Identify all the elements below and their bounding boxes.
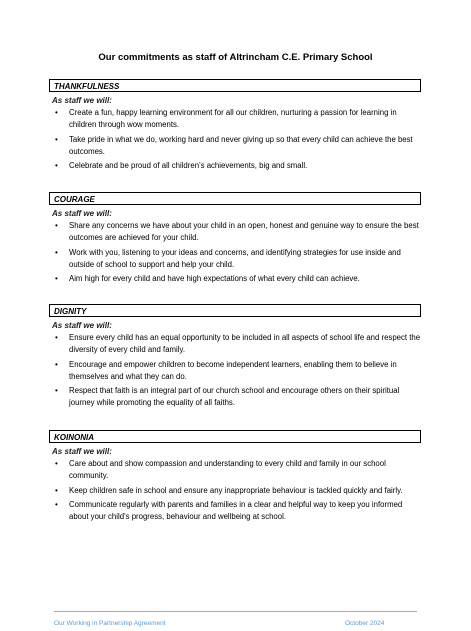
footer-left-text: Our Working in Partnership Agreement [54,620,166,627]
list-item-text: Keep children safe in school and ensure any inappropriate behaviour is tackled quickly and fairly. [69,485,403,495]
list-item [49,273,421,285]
list-item-text: Take pride in what we do, working hard and never giving up so that every child can achieve the best outcomes. [69,134,413,156]
list-item [49,499,421,523]
bullet-icon: • [55,459,58,468]
list-item-text: Aim high for every child and have high expectations of what every child can achieve. [69,274,360,283]
list-item-text: Respect that faith is an integral part of our church school and encourage others on their spiritual journey while promoting the equality of all faiths. [69,386,400,407]
section-subheading: As staff we will: [52,96,112,105]
bullet-icon: • [55,359,58,369]
list-item [49,134,421,158]
list-item [49,160,421,172]
commitment-list [49,332,421,409]
list-item-text: Communicate regularly with parents and families in a clear and helpful way to keep you informed about your child’s progress, behaviour and wellbeing at school. [69,500,403,521]
commitment-list [49,107,421,172]
list-item [49,247,421,271]
bullet-icon: • [55,274,58,283]
bullet-icon: • [55,134,58,144]
list-item [49,332,421,356]
footer-date: October 2024 [345,620,385,627]
list-item [49,485,421,497]
bullet-icon: • [55,221,58,230]
list-item-text: Create a fun, happy learning environment for all our children, nurturing a passion for learning in children through wow moments. [69,108,397,129]
bullet-icon: • [55,333,58,342]
section-courage [49,192,421,288]
list-item-text: Celebrate and be proud of all children’s achievements, big and small. [69,161,308,170]
bullet-icon: • [55,500,58,509]
bullet-icon: • [55,108,58,117]
section-subheading: As staff we will: [52,209,112,218]
list-item-text: Ensure every child has an equal opportunity to be included in all aspects of school life and respect the diversity of every child and family. [69,333,421,354]
section-dignity [49,304,421,412]
section-heading: COURAGE [49,192,421,205]
bullet-icon: • [55,247,58,257]
list-item [49,220,421,244]
list-item-text: Encourage and empower children to become independent learners, enabling them to believe in themselves and what they can do. [69,359,397,381]
commitment-list [49,458,421,523]
list-item [49,385,421,409]
section-subheading: As staff we will: [52,321,112,330]
page-title: Our commitments as staff of Altrincham C.E. Primary School [98,52,373,63]
section-koinonia [49,430,421,526]
list-item-text: Share any concerns we have about your child in an open, honest and genuine way to ensure the best outcomes are achieved for your child. [69,221,419,242]
list-item-text: Care about and show compassion and understanding to every child and family in our school community. [69,459,386,480]
list-item-text: Work with you, listening to your ideas and concerns, and identifying strategies for use inside and outside of school to support and help your child. [69,247,401,269]
bullet-icon: • [55,161,58,170]
bullet-icon: • [55,485,58,495]
footer-rule [54,611,417,612]
section-thankfulness [49,79,421,175]
section-heading: DIGNITY [49,304,421,317]
section-heading: THANKFULNESS [49,79,421,92]
list-item [49,458,421,482]
commitment-list [49,220,421,285]
list-item [49,107,421,131]
section-heading: KOINONIA [49,430,421,443]
list-item [49,359,421,383]
bullet-icon: • [55,386,58,395]
section-subheading: As staff we will: [52,447,112,456]
